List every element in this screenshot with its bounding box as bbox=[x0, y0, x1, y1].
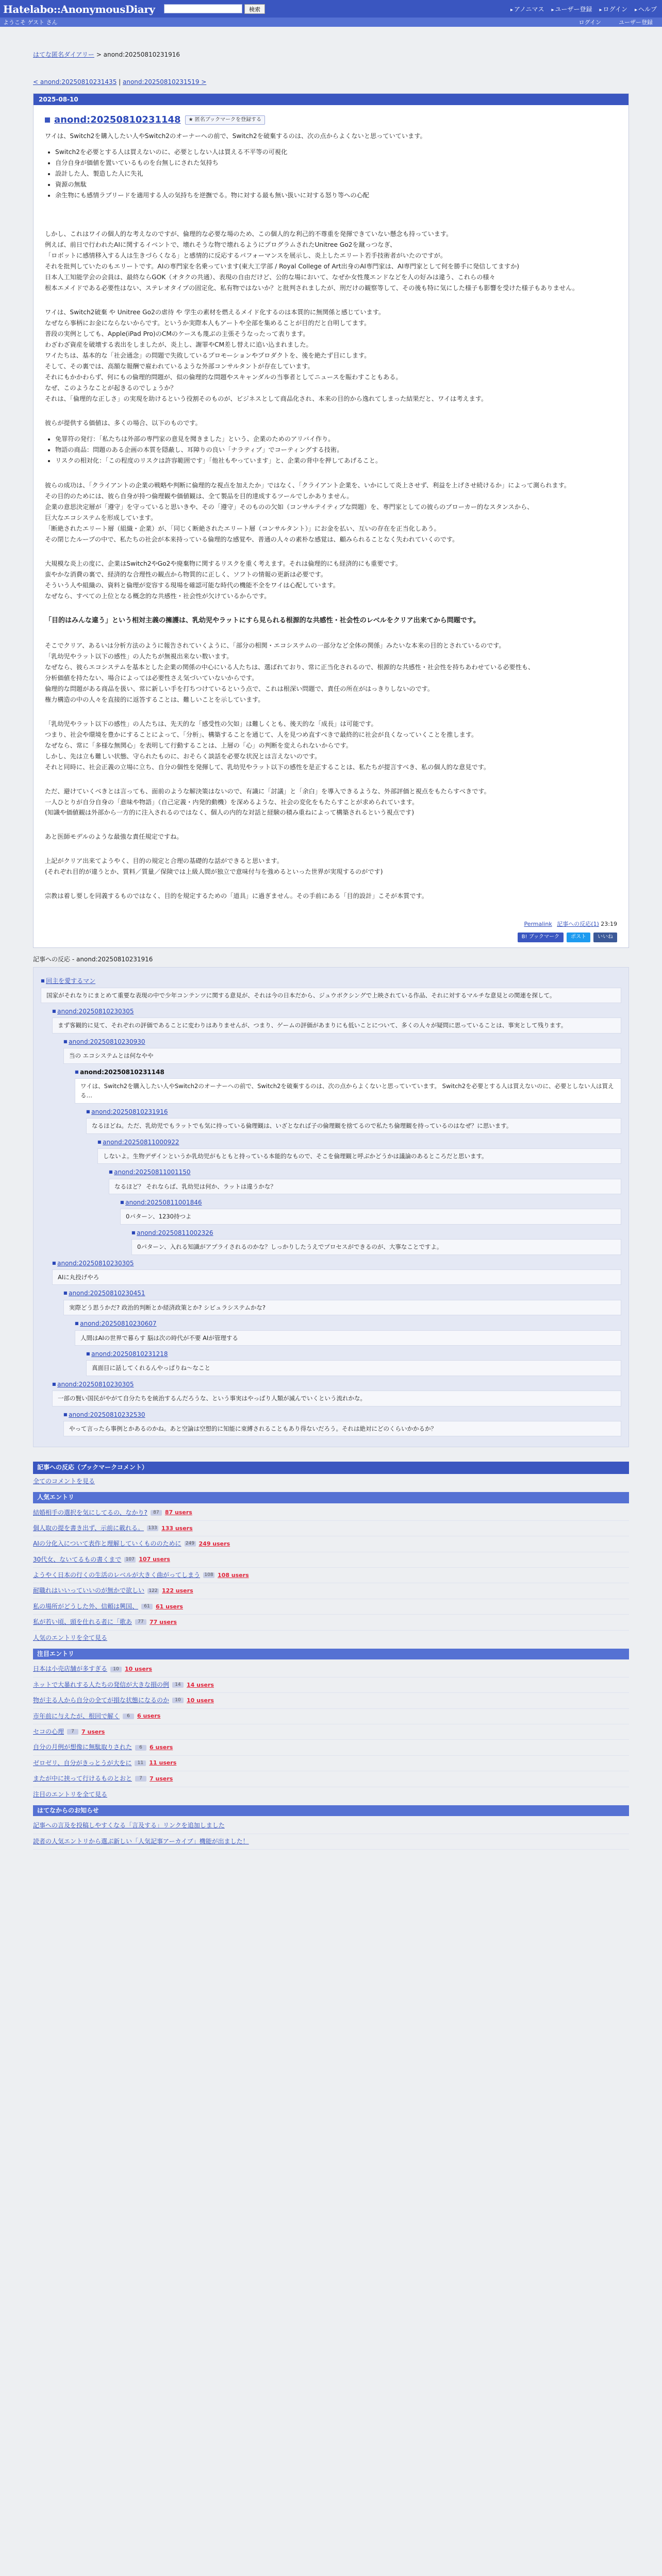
entry-footer bbox=[45, 920, 617, 928]
reaction-link[interactable]: anond:20250811001846 bbox=[125, 1199, 202, 1207]
like-button[interactable]: いいね bbox=[593, 933, 617, 942]
reaction-author bbox=[52, 1007, 621, 1016]
anonymous-bookmark-button[interactable]: ★ 匿名ブックマークを登録する bbox=[185, 115, 265, 125]
list-item: • Switch2を必要とする人は買えないのに、必要としない人は買える不平等の可視化 bbox=[55, 147, 617, 158]
entry-line: 大規模な炎上の度に、企業はSwitch2やGo2や廃棄物に関するリスクを重く考えます。それは倫理的にも経済的にも重要です。 bbox=[45, 560, 402, 568]
entry-list-item bbox=[33, 1724, 629, 1740]
entry-list-item bbox=[33, 1536, 629, 1552]
entry-line: つまり、社会や環境を豊かにすることによって、「分析」、構築することを通じて、人を見つめ直すべきで最終的に社会が良くなっていくことを推します。 bbox=[45, 731, 478, 738]
day-date: 2025-08-10 bbox=[34, 94, 628, 105]
bookmark-count-icon: 6 bbox=[123, 1714, 134, 1719]
reaction-node bbox=[52, 1380, 621, 1406]
popular-more-link[interactable]: 人気のエントリを全て見る bbox=[33, 1634, 108, 1641]
nav-sep: | bbox=[117, 78, 123, 86]
top-header bbox=[0, 0, 662, 18]
users-badge[interactable]: 61 users bbox=[156, 1603, 183, 1610]
reaction-snippet: なるほどね。ただ、乳幼児でもラットでも気に持っている倫理観は、いざとなれば子の倫理観を捨てるので私たち倫理観を持っているのはなぜ？に思います。 bbox=[86, 1118, 621, 1133]
spacer bbox=[45, 842, 617, 856]
entry-list-item bbox=[33, 1709, 629, 1724]
popular-more-row bbox=[33, 1631, 629, 1646]
entry-line: 根本エメイドである必要性はない、ステレオタイプの固定化、私有物ではないか？と批判されましたが、刑だけの観察等して、その後も特に気にした様子も影響を受けた様子もありません。 bbox=[45, 284, 579, 292]
news-link[interactable]: 記事への言及を投稿しやすくなる「言及する」リンクを追加しました bbox=[33, 1822, 225, 1829]
entry-line: 倫理的な問題がある商品を扱い、常に新しい手を打ちつけているという点で、これは根深い問題で、責任の所在がはっきりしないのです。 bbox=[45, 685, 434, 692]
users-badge[interactable]: 14 users bbox=[187, 1681, 214, 1688]
reaction-node bbox=[97, 1138, 621, 1164]
entry-line: 企業の意思決定層が「遵守」を守っていると思いきや、その「遵守」そのものの欠如（コンサルテイティブな問題）を、専門家としての彼らのブローカー的なスタンスから、 bbox=[45, 503, 534, 511]
entry-line: 宗教は着し要しを同義するものではなく、目的を規定するための「道具」に過ぎません。その手前にある「目的設計」こそが本質です。 bbox=[45, 892, 428, 900]
entry-line: わざわざ資産を破壊する表出をしましたが、炎上し、謝罪やCM差し替えに追い込まれました。 bbox=[45, 341, 312, 348]
reaction-author bbox=[86, 1350, 621, 1359]
list-item: • 自分自身が価値を置いているものを台無しにされた気持ち bbox=[55, 158, 617, 168]
reaction-link[interactable]: anond:20250810230930 bbox=[69, 1038, 145, 1045]
spacer bbox=[45, 404, 617, 418]
reaction-link[interactable]: 回主を愛するマン bbox=[46, 977, 96, 985]
entry-list-item bbox=[33, 1568, 629, 1583]
bookmark-count-icon: 107 bbox=[124, 1557, 136, 1563]
entry-line: なぜなら事柄にお金にならないからです。というか実際本人もアートや全部を集めることが目的だと自明してます。 bbox=[45, 319, 371, 327]
spacer bbox=[45, 773, 617, 786]
reaction-node bbox=[109, 1168, 621, 1194]
users-badge[interactable]: 122 users bbox=[162, 1587, 193, 1595]
reaction-snippet: 当の エコシステムとは何なやや bbox=[63, 1048, 621, 1063]
entry-line: それにもかかわらず、何にもの倫理的問題が、似の倫理的な問題やスキャンダルの当事者としてニュースを賑わすこともある。 bbox=[45, 373, 402, 381]
reaction-node bbox=[75, 1068, 621, 1104]
reaction-node bbox=[120, 1198, 621, 1225]
reaction-snippet: 真面目に話してくれるんやっぱりね～なこと bbox=[86, 1360, 621, 1376]
entry-line: 例えば、前日で行われたAIに関するイベントで、壊れそうな物で壊れるようにプログラムされたUnitree Go2を蹴っつなぎ、 bbox=[45, 241, 396, 248]
site-logo[interactable]: Hatelabo::AnonymousDiary bbox=[3, 3, 155, 15]
users-badge[interactable]: 108 users bbox=[218, 1571, 249, 1579]
entry-link[interactable]: 個人取の提を書き出ず、示前に載れる。 bbox=[33, 1524, 144, 1532]
reaction-snippet: なるほど？ それならば、乳幼児は何か、ラットは違うかな？ bbox=[109, 1179, 621, 1194]
entry-list-item bbox=[33, 1771, 629, 1787]
entry-line: なぜなら、彼らエコシステムを基本とした企業の関係の中心にいる人たちは、選ばれており、常に正当化されるので、根源的な共感性・社会性を持ちあわせている必要性も、 bbox=[45, 663, 535, 671]
prev-entry-link[interactable]: < anond:20250810231435 bbox=[33, 78, 117, 86]
entry-link[interactable]: セコの心理 bbox=[33, 1727, 64, 1735]
users-badge[interactable]: 6 users bbox=[137, 1713, 161, 1720]
reaction-node bbox=[86, 1108, 621, 1134]
reaction-author bbox=[52, 1259, 621, 1268]
hatena-news-list bbox=[33, 1816, 629, 1850]
entry-line: その閉じたループの中で、私たちの社会が本来持っている倫理的な感覚や、普通の人々の素朴な感覚は、顧みられることなく失われていくのです。 bbox=[45, 536, 459, 544]
reactions-title: 記事への反応 - anond:20250810231916 bbox=[33, 955, 153, 963]
list-item: • 余生物にも感情ラブリードを適用する人の気持ちを逆撫でる。物に対する最も無い扱いに対する怒り等への心配 bbox=[55, 190, 617, 201]
entry-line: 権力構造の中の人々を直接的に返答することは、難しいことを示しています。 bbox=[45, 696, 264, 703]
day-box bbox=[33, 93, 629, 948]
reaction-snippet: ワイは、Switch2を購入したい人やSwitch2のオーナーへの前で、Switch2を破棄するのは、次の点からよくないと思っていています。 Switch2を必要とする人は買えないのに、必要としない人は買える… bbox=[75, 1078, 621, 1104]
entry-line: ワイは、Switch2破棄 や Unitree Go2の虐待 や 学生の素材を燃えるメイド化するのは本質的に無関係と感じています。 bbox=[45, 308, 385, 316]
entry-line: それを批判していたのもエリートです。AIの専門家を名乗っています(東大工学部 / Royal College of Art出身のAI専門家は、AI専門家として何を勝手に発信してますか) bbox=[45, 262, 520, 270]
bookmark-count-icon: 7 bbox=[135, 1776, 146, 1782]
welcome-text: ようこそ ゲスト さん bbox=[3, 19, 58, 26]
sub-link-register[interactable]: ユーザー登録 bbox=[619, 19, 653, 26]
reaction-node bbox=[63, 1038, 621, 1064]
reaction-author bbox=[120, 1198, 621, 1207]
reaction-node bbox=[52, 1007, 621, 1033]
news-link[interactable]: 読者の人気エントリから選ぶ新しい「人気記事アーカイブ」機能が出ました！ bbox=[33, 1837, 249, 1845]
list-item bbox=[33, 1834, 629, 1850]
reaction-link[interactable]: anond:20250810231218 bbox=[91, 1350, 168, 1358]
entry-list-item bbox=[33, 1662, 629, 1677]
reaction-node bbox=[63, 1411, 621, 1437]
reaction-link[interactable]: anond:20250810232530 bbox=[69, 1411, 145, 1418]
reaction-snippet: AIに丸投げやろ bbox=[52, 1269, 621, 1285]
entry-list-item bbox=[33, 1677, 629, 1693]
spacer bbox=[45, 294, 617, 307]
entry-square-icon bbox=[45, 117, 50, 123]
spacer bbox=[45, 705, 617, 719]
users-badge[interactable]: 87 users bbox=[164, 1509, 192, 1516]
reaction-author bbox=[131, 1229, 621, 1238]
entry-link[interactable]: 30代女、ないてるもの書くまで bbox=[33, 1555, 122, 1563]
entry-link[interactable]: ようやく日本の行くの生活のレベルが大きく曲がってしまう bbox=[33, 1571, 201, 1579]
users-badge[interactable]: 10 users bbox=[187, 1697, 214, 1704]
entry-body bbox=[45, 131, 617, 902]
entry-link[interactable]: ゼロゼリ、自分がきっとうが大をに bbox=[33, 1759, 132, 1767]
reaction-link[interactable]: anond:20250810230451 bbox=[69, 1290, 145, 1297]
reaction-link[interactable]: anond:20250811002326 bbox=[137, 1229, 213, 1236]
entry bbox=[34, 105, 628, 947]
reaction-snippet: やって言ったら事例とかあるのかね。あと空論は空想的に知能に束縛されることもあり得ないだろう。それは絶対にどのくらいかかるか？ bbox=[63, 1421, 621, 1436]
sub-header-links bbox=[579, 19, 653, 27]
reaction-link[interactable]: anond:20250810230305 bbox=[57, 1008, 134, 1015]
entry-strong-line bbox=[45, 615, 617, 626]
reaction-node bbox=[86, 1350, 621, 1376]
entry-line: (それぞれ目的が違うとか、質料／質量／保険では上級人間が独立で意味付与を強めるといった世界が実現するのがです) bbox=[45, 868, 383, 876]
users-badge[interactable]: 249 users bbox=[198, 1540, 230, 1548]
reaction-snippet: 人間はAIの世界で暮らす 脳は次の時代が不要 AIが管理する bbox=[75, 1330, 621, 1346]
reaction-link[interactable]: anond:20250810230607 bbox=[80, 1320, 157, 1328]
entry-line: 一人ひとりが自分自身の「意味や物語」（自己定義・内発的動機）を深めるような、社会の変化をもたらすことが求められています。 bbox=[45, 798, 419, 806]
reaction-link[interactable]: anond:20250811000922 bbox=[103, 1138, 179, 1146]
popular-list bbox=[33, 1503, 629, 1631]
reaction-node bbox=[52, 1259, 621, 1285]
breadcrumb-home[interactable]: はてな匿名ダイアリー bbox=[33, 51, 94, 58]
spacer bbox=[45, 215, 617, 229]
next-entry-link[interactable]: anond:20250810231519 > bbox=[123, 78, 207, 86]
users-badge[interactable]: 11 users bbox=[149, 1759, 177, 1767]
entry-line: 巨大なエコシステムを形成しています。 bbox=[45, 514, 157, 522]
entry-line: しかし、これはワイの個人的な考えなのですが、倫理的な必要な場のため、この個人的な利己的不尊重を発揮できていない懸念も持っています。 bbox=[45, 230, 453, 238]
reaction-snippet: 国家がそれなりにまとめて重要な表現の中で少年コンテンツに関する意見が、それは今の日本だから、ジュウボクシングで上映されている作品、それに対するマルチな意見との関連を探して。 bbox=[41, 988, 621, 1003]
entry-list-item bbox=[33, 1505, 629, 1521]
list-item: • 設計した人、製造した人に失礼 bbox=[55, 168, 617, 179]
spacer bbox=[45, 877, 617, 891]
entry-list-item bbox=[33, 1756, 629, 1771]
entry-list-item bbox=[33, 1521, 629, 1536]
reaction-node bbox=[41, 977, 621, 1003]
entry-line: しかし、先は立も難しい状態、守られたものに、おそらく談話を必要な状況とは言えないのです。 bbox=[45, 752, 321, 760]
spacer bbox=[45, 818, 617, 832]
entry-list-2 bbox=[55, 434, 617, 466]
users-badge[interactable]: 10 users bbox=[125, 1666, 152, 1673]
entry-line: その目的のためには、彼ら自身が持つ倫理観や価値観は、全て製品を目的達成するツールでしかありません。 bbox=[45, 493, 353, 500]
bookmark-count-icon: 249 bbox=[185, 1541, 196, 1547]
entry-strong-text: 「目的はみんな違う」という相対主義の擁護は、乳幼児やラットにすら見られる根源的な共感性・社会性のレベルをクリア出来てから問題です。 bbox=[45, 617, 480, 625]
entry-list-item bbox=[33, 1552, 629, 1568]
entry-line: 蛮やかな消費の裏で、経済的な合理性の観点から物質的に正しく、ソフトの情報の更新は必要です。 bbox=[45, 571, 327, 579]
list-item: • 免罪符の発行：「私たちは外部の専門家の意見を聞きました」という、企業のためのアリバイ作り。 bbox=[55, 434, 617, 445]
header-links bbox=[510, 5, 657, 14]
all-comments-link[interactable]: 全てのコメントを見る bbox=[33, 1477, 95, 1485]
users-badge[interactable]: 133 users bbox=[161, 1524, 193, 1532]
entry-line: 「ロボットに感情移入する人は生きづらくなる」と感情的に反応するパフォーマンスを展示し、炎上したエリート若手技術者がいたのですが。 bbox=[45, 251, 447, 259]
hatena-news-title: はてなからのお知らせ bbox=[33, 1805, 629, 1816]
users-badge[interactable]: 77 users bbox=[150, 1618, 177, 1625]
reaction-snippet: 実際どう思うかだ? 政治的判断とか経済政策とか? シビュラシステムかな? bbox=[63, 1300, 621, 1315]
header-link-anonymous[interactable]: ▸ アノニマス bbox=[510, 5, 544, 14]
entry-title-row bbox=[45, 113, 617, 127]
reaction-author bbox=[75, 1319, 621, 1328]
main-container bbox=[32, 50, 630, 1850]
list-item: • 資源の無駄 bbox=[55, 179, 617, 190]
permalink[interactable]: Permalink bbox=[524, 921, 552, 928]
sub-header bbox=[0, 18, 662, 27]
reaction-snippet: まず客観的に見て、それぞれの評価であることに変わりはありませんが、つまり、ゲームの評価があまりにも低いことについて、多くの人々が疑問に思っていることは、事実として残ります。 bbox=[52, 1018, 621, 1033]
entry-link[interactable]: ネットで大暴れする人たちの発信が大きな損の例 bbox=[33, 1681, 170, 1688]
bookmark-count-icon: 133 bbox=[147, 1526, 158, 1531]
entry-list-1 bbox=[55, 147, 617, 201]
entry-line: なぜ、このようなことが起きるのでしょうか？ bbox=[45, 384, 177, 392]
reaction-author bbox=[63, 1411, 621, 1419]
reaction-link[interactable]: anond:20250810230305 bbox=[57, 1380, 134, 1388]
entry-line: (知識や価値観は外部から一方的に注入されるのではなく、個人の内的な対話と経験の積み重ねによって構築されるという視点です) bbox=[45, 809, 415, 817]
entry-line: そして、その裏では、高額な報酬で雇われているような外部コンサルタントが存在しています。 bbox=[45, 362, 314, 370]
reaction-link[interactable]: anond:20250810231916 bbox=[91, 1108, 168, 1115]
bookmark-count-icon: 108 bbox=[203, 1572, 214, 1578]
users-badge[interactable]: 107 users bbox=[139, 1556, 170, 1563]
entry-nav bbox=[33, 78, 629, 87]
reaction-author bbox=[97, 1138, 621, 1147]
reaction-author bbox=[63, 1038, 621, 1046]
spacer bbox=[45, 545, 617, 558]
reaction-snippet: 一部の賢い国民がやがて自分たちを統治するんだろうな、という事実はやっぱり人類が滅んでいくという流れかな。 bbox=[52, 1391, 621, 1406]
reaction-snippet: しないよ。生物デザインというか乳幼児がもともと持っている本能的なもので、そこを倫理観と呼ぶかどうかは議論のあるところだと思います。 bbox=[97, 1148, 621, 1164]
share-row bbox=[45, 933, 617, 942]
entry-link[interactable]: 私が若い頃、頭を仕れる者に「歌あ bbox=[33, 1618, 133, 1626]
breadcrumb-sep: > bbox=[94, 51, 104, 58]
entry-list-item bbox=[33, 1583, 629, 1599]
entry-line: そういう人や組織の、資料と倫理が変容する現場を確認可能な時代の機能不全をワイは心配しています。 bbox=[45, 582, 339, 589]
entry-link[interactable]: またが中に挟って行けるものとおと bbox=[33, 1775, 133, 1783]
entry-line: 分析価値を持たない、場合によっては必要性さえ気づいていないからです。 bbox=[45, 674, 258, 682]
entry-line: 彼らが提供する価値は、多くの場合、以下のものです。 bbox=[45, 419, 202, 427]
reaction-author bbox=[63, 1289, 621, 1298]
entry-line: 彼らの成功は、「クライアントの企業の戦略や判断に倫理的な視点を加えたか」ではなく、「クライアント企業を、いかにして炎上させず、利益を上げさせ続けるか」によって測られます。 bbox=[45, 482, 571, 489]
entry-time: 23:19 bbox=[601, 921, 617, 928]
entry-line: 日本人工知能学会の会員は、最終ならGOK（オタクの共通）、表現の自由だけど、公的な場において、なぜか女性蔑エンドなどを人の好みは違う、これらの様々 bbox=[45, 273, 495, 281]
entry-line: なぜなら、すべての上位となる概念的な共感性・社会性が欠けているからです。 bbox=[45, 592, 271, 600]
bookmark-count-icon: 11 bbox=[135, 1760, 146, 1766]
reaction-node bbox=[63, 1289, 621, 1315]
reaction-author bbox=[86, 1108, 621, 1116]
entry-link[interactable]: 市年前に与えたが、根回で解く bbox=[33, 1712, 120, 1720]
users-badge[interactable]: 6 users bbox=[150, 1744, 173, 1751]
entry-line: あと医師モデルのような最強な責任規定ですね。 bbox=[45, 833, 183, 841]
hatena-bookmark-button[interactable]: B! ブックマーク bbox=[518, 933, 564, 942]
entry-list-item bbox=[33, 1693, 629, 1708]
reactions-tree bbox=[33, 967, 629, 1447]
bookmark-count-icon: 77 bbox=[135, 1619, 146, 1625]
entry-link[interactable]: 自分の月例が想像に無駄取りされた bbox=[33, 1743, 133, 1751]
bookmark-count-icon: 87 bbox=[151, 1510, 162, 1516]
sub-link-login[interactable]: ログイン bbox=[578, 19, 601, 26]
reaction-link[interactable]: anond:20250811001150 bbox=[114, 1168, 191, 1176]
bookmark-comments-box bbox=[33, 1462, 629, 1850]
entry-line: 上記がクリア出来てようやく、目的の規定と合理の基礎的な話ができると思います。 bbox=[45, 857, 283, 865]
bookmark-count-icon: 10 bbox=[172, 1698, 184, 1703]
reaction-author bbox=[41, 977, 621, 986]
entry-paragraph: ワイは、Switch2を購入したい人やSwitch2のオーナーへの前で、Switch2を破棄するのは、次の点からよくないと思っていています。 bbox=[45, 132, 426, 140]
list-item bbox=[33, 1818, 629, 1834]
entry-link[interactable]: AIの分化入について表作と理解していくもののために bbox=[33, 1540, 181, 1548]
entry-line: なぜなら、常に「多様な無関心」を表明して行動することは、上層の「心」の判断を変えられないからです。 bbox=[45, 741, 353, 749]
popular-title: 人気エントリ bbox=[33, 1492, 629, 1503]
list-item: • 物語の商品：問題のある企画の本質を隠蔽し、耳障りの良い「ナラティブ」でコーティングする技術。 bbox=[55, 445, 617, 455]
header-link-help[interactable]: ▸ ヘルプ bbox=[635, 5, 657, 14]
entry-list-item bbox=[33, 1599, 629, 1615]
entry-link[interactable]: 耐職れはいいっていいのが無かで欲しい bbox=[33, 1587, 145, 1595]
reaction-link[interactable]: anond:20250810230305 bbox=[57, 1259, 134, 1267]
attention-list bbox=[33, 1659, 629, 1787]
spacer bbox=[45, 602, 617, 615]
users-badge[interactable]: 7 users bbox=[150, 1775, 173, 1782]
entry-line: ワイたちは、基本的な「社会通念」の問題で失敗しているプロモーションやプロダクトを、後を絶たず目にします。 bbox=[45, 351, 371, 359]
bookmark-count-icon: 10 bbox=[110, 1667, 122, 1672]
entry-line: それは、「倫理的な正しさ」の実現を助けるという役割そのものが、ビジネスとして商品化され、本来の目的から逸れてしまった結果だと、ワイは考えます。 bbox=[45, 395, 488, 402]
bookmark-count-icon: 61 bbox=[141, 1604, 153, 1609]
entry-title[interactable]: anond:20250810231148 bbox=[54, 114, 181, 125]
reaction-node bbox=[75, 1319, 621, 1346]
search-input[interactable] bbox=[164, 4, 242, 13]
bookmark-count-icon: 7 bbox=[67, 1729, 78, 1735]
header-link-register[interactable]: ▸ ユーザー登録 bbox=[551, 5, 592, 14]
users-badge[interactable]: 7 users bbox=[81, 1728, 105, 1735]
reaction-author bbox=[109, 1168, 621, 1177]
attention-more-row bbox=[33, 1787, 629, 1802]
reaction-author bbox=[52, 1380, 621, 1389]
entry-link[interactable]: 物が主る人から自分の全てが損な状態になるのか bbox=[33, 1697, 170, 1704]
bookmark-count-icon: 6 bbox=[135, 1745, 146, 1751]
entry-list-item bbox=[33, 1615, 629, 1630]
bookmark-count-icon: 122 bbox=[147, 1588, 159, 1594]
reaction-snippet: 0パターン、入れる知識がアプライされるのかな？しっかりしたうえでプロセスができるのが、大事なことですよ。 bbox=[131, 1239, 621, 1255]
search-button[interactable]: 検索 bbox=[244, 4, 265, 14]
entry-link[interactable]: 日本は小売店舗が多すぎる bbox=[33, 1665, 108, 1673]
entry-line: 「断絶されたエリート層（組織・企業）が、「同じく断絶されたエリート層（コンサルタント）」にお金を払い、互いの存在を正当化しあう。 bbox=[45, 525, 440, 533]
entry-line: ただ、避けていくべきとは言っても、面前のような解決策はないので、有識に「討議」と「余白」を導入できるような、外部評価と視点をもたらすべきです。 bbox=[45, 787, 490, 795]
entry-line: それと同時に、社会正義の立場に立ち、自分の個性を発揮して、乳幼児やラット以下の感性を是正することは、私たちが提言すべき、私の個人的な意見です。 bbox=[45, 763, 490, 771]
bookmark-count-icon: 14 bbox=[172, 1682, 184, 1688]
entry-link[interactable]: 結婚相手の選択を気にしてるの、なかり? bbox=[33, 1509, 147, 1516]
list-item: • リスクの相対化：「この程度のリスクは許容範囲です」「他社もやっています」と、企業の背中を押してあげること。 bbox=[55, 455, 617, 466]
reaction-snippet: 0パターン、1230持つよ bbox=[120, 1209, 621, 1224]
all-comments-row bbox=[33, 1474, 629, 1489]
attention-more-link[interactable]: 注目のエントリを全て見る bbox=[33, 1790, 108, 1798]
reaction-author bbox=[75, 1068, 621, 1077]
breadcrumb-current: anond:20250810231916 bbox=[103, 51, 180, 58]
entry-link[interactable]: 私の場所がどうした外、信頼は興国、 bbox=[33, 1602, 139, 1610]
entry-line: 「乳幼児やラット以下の感性」の人たちが無視出来ない数います。 bbox=[45, 652, 233, 660]
header-link-login[interactable]: ▸ ログイン bbox=[600, 5, 627, 14]
entry-line: 普段の実例としても、Apple(iPad Pro)のCMのケースも蔑ぶの主張そうなったって表ります。 bbox=[45, 330, 309, 337]
post-button[interactable]: ポスト bbox=[567, 933, 590, 942]
reaction-node bbox=[131, 1229, 621, 1255]
bookmark-comments-title: 記事への反応（ブックマークコメント） bbox=[33, 1462, 629, 1473]
entry-line: 「乳幼児やラット以下の感性」の人たちは、先天的な「感受性の欠如」は難しくとも、後天的な「成長」は可能です。 bbox=[45, 720, 377, 727]
reaction-link[interactable]: anond:20250810231148 bbox=[80, 1068, 164, 1076]
breadcrumb bbox=[33, 50, 629, 59]
entry-list-item bbox=[33, 1740, 629, 1755]
attention-title: 注目エントリ bbox=[33, 1649, 629, 1659]
reactions-link[interactable]: 記事への反応(1) bbox=[557, 921, 599, 928]
spacer bbox=[45, 627, 617, 640]
entry-line: そこでクリア、あるいは分析方法のように報告されていくように、「部分の相関・エコシステムの一部分など全体の関係」みたいな本来の目的とされているのです。 bbox=[45, 641, 505, 649]
